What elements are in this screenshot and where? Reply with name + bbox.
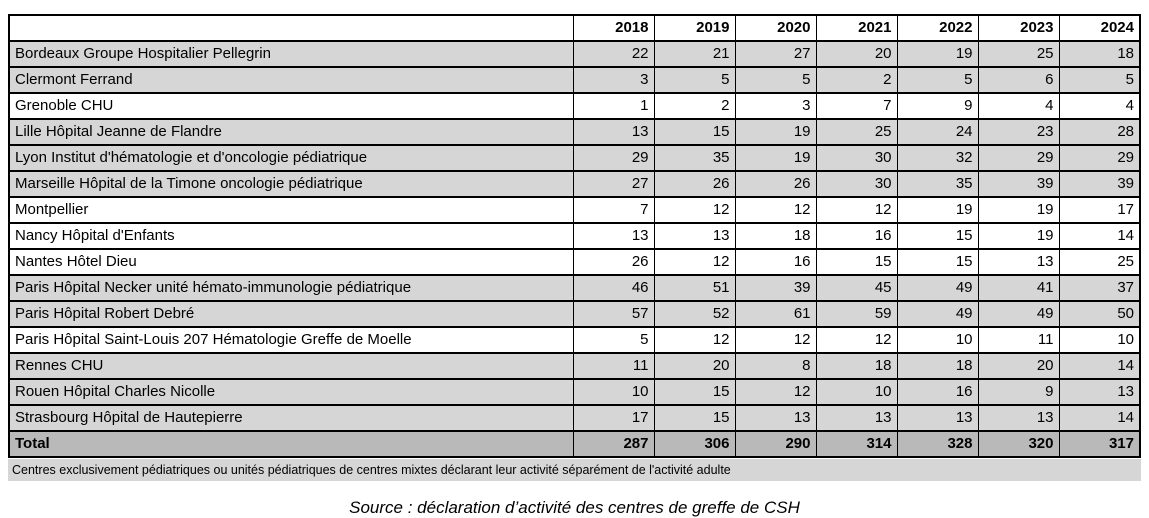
value-cell-2023: 11 — [978, 327, 1059, 353]
value-cell-2019: 52 — [654, 301, 735, 327]
value-cell-2023: 13 — [978, 249, 1059, 275]
value-cell-2024: 37 — [1059, 275, 1140, 301]
table-row — [9, 93, 1140, 119]
center-label: Grenoble CHU — [9, 93, 573, 119]
value-cell-2018: 7 — [573, 197, 654, 223]
value-cell-2024: 28 — [1059, 119, 1140, 145]
value-cell-2018: 5 — [573, 327, 654, 353]
value-cell-2023: 29 — [978, 145, 1059, 171]
value-cell-2022: 35 — [897, 171, 978, 197]
center-label: Montpellier — [9, 197, 573, 223]
value-cell-2019: 20 — [654, 353, 735, 379]
table-row — [9, 171, 1140, 197]
total-row — [9, 431, 1140, 457]
value-cell-2018: 1 — [573, 93, 654, 119]
value-cell-2024: 317 — [1059, 431, 1140, 457]
value-cell-2020: 19 — [735, 145, 816, 171]
value-cell-2024: 18 — [1059, 41, 1140, 67]
value-cell-2019: 12 — [654, 327, 735, 353]
value-cell-2022: 49 — [897, 275, 978, 301]
value-cell-2024: 14 — [1059, 223, 1140, 249]
header-row — [9, 15, 1140, 41]
value-cell-2023: 19 — [978, 223, 1059, 249]
center-label: Paris Hôpital Necker unité hémato-immunologie pédiatrique — [9, 275, 573, 301]
value-cell-2018: 287 — [573, 431, 654, 457]
value-cell-2018: 17 — [573, 405, 654, 431]
value-cell-2023: 39 — [978, 171, 1059, 197]
value-cell-2021: 314 — [816, 431, 897, 457]
value-cell-2021: 45 — [816, 275, 897, 301]
center-label: Marseille Hôpital de la Timone oncologie pédiatrique — [9, 171, 573, 197]
table-footnote: Centres exclusivement pédiatriques ou unités pédiatriques de centres mixtes déclarant leur activité séparément de l'activité adulte — [8, 459, 1141, 481]
value-cell-2019: 2 — [654, 93, 735, 119]
year-header-2020: 2020 — [735, 15, 816, 41]
value-cell-2018: 22 — [573, 41, 654, 67]
value-cell-2024: 10 — [1059, 327, 1140, 353]
value-cell-2024: 14 — [1059, 405, 1140, 431]
center-label: Paris Hôpital Saint-Louis 207 Hématologie Greffe de Moelle — [9, 327, 573, 353]
value-cell-2019: 12 — [654, 197, 735, 223]
center-label: Paris Hôpital Robert Debré — [9, 301, 573, 327]
value-cell-2023: 49 — [978, 301, 1059, 327]
year-header-2023: 2023 — [978, 15, 1059, 41]
value-cell-2024: 39 — [1059, 171, 1140, 197]
value-cell-2018: 27 — [573, 171, 654, 197]
value-cell-2020: 8 — [735, 353, 816, 379]
value-cell-2020: 19 — [735, 119, 816, 145]
transplant-activity-table — [8, 14, 1141, 458]
value-cell-2018: 11 — [573, 353, 654, 379]
value-cell-2022: 15 — [897, 223, 978, 249]
value-cell-2020: 18 — [735, 223, 816, 249]
center-label: Rennes CHU — [9, 353, 573, 379]
value-cell-2022: 32 — [897, 145, 978, 171]
value-cell-2022: 13 — [897, 405, 978, 431]
value-cell-2021: 12 — [816, 197, 897, 223]
table-row — [9, 223, 1140, 249]
value-cell-2023: 23 — [978, 119, 1059, 145]
value-cell-2019: 21 — [654, 41, 735, 67]
year-header-2019: 2019 — [654, 15, 735, 41]
value-cell-2019: 15 — [654, 405, 735, 431]
value-cell-2020: 27 — [735, 41, 816, 67]
value-cell-2019: 15 — [654, 379, 735, 405]
value-cell-2019: 35 — [654, 145, 735, 171]
value-cell-2023: 19 — [978, 197, 1059, 223]
table-row — [9, 301, 1140, 327]
value-cell-2018: 13 — [573, 223, 654, 249]
value-cell-2022: 19 — [897, 41, 978, 67]
source-caption: Source : déclaration d’activité des centres de greffe de CSH — [349, 498, 800, 517]
corner-cell — [9, 15, 573, 41]
value-cell-2024: 5 — [1059, 67, 1140, 93]
value-cell-2018: 13 — [573, 119, 654, 145]
total-label: Total — [9, 431, 573, 457]
value-cell-2018: 46 — [573, 275, 654, 301]
value-cell-2022: 5 — [897, 67, 978, 93]
table-row — [9, 275, 1140, 301]
value-cell-2020: 39 — [735, 275, 816, 301]
center-label: Bordeaux Groupe Hospitalier Pellegrin — [9, 41, 573, 67]
value-cell-2020: 12 — [735, 379, 816, 405]
value-cell-2019: 12 — [654, 249, 735, 275]
value-cell-2021: 30 — [816, 171, 897, 197]
value-cell-2020: 13 — [735, 405, 816, 431]
center-label: Nancy Hôpital d'Enfants — [9, 223, 573, 249]
value-cell-2020: 12 — [735, 197, 816, 223]
value-cell-2023: 25 — [978, 41, 1059, 67]
value-cell-2024: 13 — [1059, 379, 1140, 405]
value-cell-2018: 26 — [573, 249, 654, 275]
value-cell-2018: 29 — [573, 145, 654, 171]
value-cell-2020: 12 — [735, 327, 816, 353]
table-row — [9, 197, 1140, 223]
center-label: Nantes Hôtel Dieu — [9, 249, 573, 275]
year-header-2021: 2021 — [816, 15, 897, 41]
value-cell-2022: 18 — [897, 353, 978, 379]
value-cell-2019: 13 — [654, 223, 735, 249]
value-cell-2018: 10 — [573, 379, 654, 405]
value-cell-2024: 17 — [1059, 197, 1140, 223]
value-cell-2019: 51 — [654, 275, 735, 301]
value-cell-2020: 16 — [735, 249, 816, 275]
table-row — [9, 379, 1140, 405]
value-cell-2023: 4 — [978, 93, 1059, 119]
table-row — [9, 145, 1140, 171]
value-cell-2021: 25 — [816, 119, 897, 145]
value-cell-2021: 59 — [816, 301, 897, 327]
center-label: Lyon Institut d'hématologie et d'oncologie pédiatrique — [9, 145, 573, 171]
value-cell-2019: 15 — [654, 119, 735, 145]
value-cell-2024: 25 — [1059, 249, 1140, 275]
value-cell-2022: 10 — [897, 327, 978, 353]
center-label: Clermont Ferrand — [9, 67, 573, 93]
value-cell-2018: 3 — [573, 67, 654, 93]
year-header-2024: 2024 — [1059, 15, 1140, 41]
table-row — [9, 67, 1140, 93]
value-cell-2023: 9 — [978, 379, 1059, 405]
value-cell-2022: 49 — [897, 301, 978, 327]
value-cell-2021: 13 — [816, 405, 897, 431]
table-row — [9, 405, 1140, 431]
value-cell-2020: 290 — [735, 431, 816, 457]
value-cell-2021: 7 — [816, 93, 897, 119]
value-cell-2021: 30 — [816, 145, 897, 171]
value-cell-2021: 18 — [816, 353, 897, 379]
value-cell-2024: 50 — [1059, 301, 1140, 327]
value-cell-2021: 15 — [816, 249, 897, 275]
value-cell-2024: 29 — [1059, 145, 1140, 171]
value-cell-2021: 10 — [816, 379, 897, 405]
value-cell-2022: 24 — [897, 119, 978, 145]
value-cell-2022: 19 — [897, 197, 978, 223]
value-cell-2021: 12 — [816, 327, 897, 353]
value-cell-2021: 20 — [816, 41, 897, 67]
value-cell-2022: 328 — [897, 431, 978, 457]
value-cell-2021: 2 — [816, 67, 897, 93]
value-cell-2019: 5 — [654, 67, 735, 93]
value-cell-2020: 26 — [735, 171, 816, 197]
value-cell-2024: 14 — [1059, 353, 1140, 379]
value-cell-2023: 20 — [978, 353, 1059, 379]
value-cell-2020: 5 — [735, 67, 816, 93]
value-cell-2023: 320 — [978, 431, 1059, 457]
table-row — [9, 41, 1140, 67]
value-cell-2019: 306 — [654, 431, 735, 457]
table-row — [9, 119, 1140, 145]
value-cell-2022: 15 — [897, 249, 978, 275]
table-row — [9, 327, 1140, 353]
table-row — [9, 353, 1140, 379]
value-cell-2023: 13 — [978, 405, 1059, 431]
center-label: Rouen Hôpital Charles Nicolle — [9, 379, 573, 405]
year-header-2022: 2022 — [897, 15, 978, 41]
table-row — [9, 249, 1140, 275]
value-cell-2022: 9 — [897, 93, 978, 119]
value-cell-2018: 57 — [573, 301, 654, 327]
value-cell-2019: 26 — [654, 171, 735, 197]
value-cell-2023: 6 — [978, 67, 1059, 93]
value-cell-2020: 3 — [735, 93, 816, 119]
center-label: Strasbourg Hôpital de Hautepierre — [9, 405, 573, 431]
center-label: Lille Hôpital Jeanne de Flandre — [9, 119, 573, 145]
year-header-2018: 2018 — [573, 15, 654, 41]
value-cell-2024: 4 — [1059, 93, 1140, 119]
value-cell-2020: 61 — [735, 301, 816, 327]
value-cell-2021: 16 — [816, 223, 897, 249]
value-cell-2023: 41 — [978, 275, 1059, 301]
value-cell-2022: 16 — [897, 379, 978, 405]
